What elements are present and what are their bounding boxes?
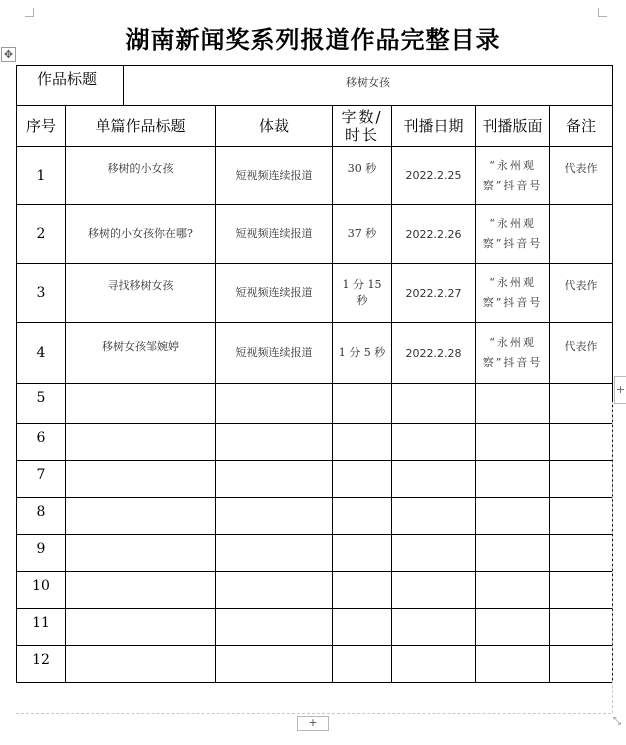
genre-cell[interactable]: 短视频连续报道 [216,264,333,323]
date-cell[interactable]: 2022.2.26 [392,205,476,264]
outlet-cell[interactable] [476,461,550,498]
genre-cell[interactable] [216,609,333,646]
header-outlet: 刊播版面 [476,106,550,147]
table-resize-icon[interactable]: ⤡ [613,716,621,727]
seq-cell[interactable]: 10 [17,572,66,609]
header-length: 字数/时长 [333,106,392,147]
seq-cell[interactable]: 12 [17,646,66,683]
genre-cell[interactable] [216,535,333,572]
outlet-cell[interactable] [476,609,550,646]
remarks-cell[interactable] [550,498,613,535]
title-cell[interactable] [66,572,216,609]
title-cell[interactable]: 移树的小女孩你在哪? [66,205,216,264]
seq-cell[interactable]: 2 [17,205,66,264]
remarks-cell[interactable] [550,609,613,646]
seq-cell[interactable]: 3 [17,264,66,323]
header-single-title: 单篇作品标题 [66,106,216,147]
title-cell[interactable] [66,535,216,572]
remarks-cell[interactable] [550,535,613,572]
page-title: 湖南新闻奖系列报道作品完整目录 [125,26,501,54]
outlet-cell[interactable] [476,384,550,424]
date-cell[interactable] [392,535,476,572]
remarks-cell[interactable] [550,461,613,498]
table-row [17,535,613,572]
remarks-cell[interactable] [550,646,613,683]
title-cell[interactable]: 移树的小女孩 [66,147,216,205]
table-row [17,572,613,609]
table-row [17,205,613,264]
table-row [17,609,613,646]
genre-cell[interactable] [216,461,333,498]
page-edge-right [612,402,613,713]
table-row [17,461,613,498]
work-title-row [17,66,613,106]
outlet-cell[interactable] [476,424,550,461]
table-row [17,384,613,424]
length-cell[interactable] [333,572,392,609]
page-edge-bottom [16,713,611,714]
genre-cell[interactable]: 短视频连续报道 [216,323,333,384]
title-cell[interactable]: 寻找移树女孩 [66,264,216,323]
outlet-cell[interactable]: “永州观察”抖音号 [476,323,550,384]
header-row [17,106,613,147]
outlet-cell[interactable]: “永州观察”抖音号 [476,264,550,323]
date-cell[interactable] [392,609,476,646]
table-row [17,646,613,683]
table-row [17,424,613,461]
table-row [17,498,613,535]
remarks-cell[interactable] [550,572,613,609]
remarks-cell[interactable]: 代表作 [550,323,613,384]
header-remarks: 备注 [550,106,613,147]
seq-cell[interactable]: 11 [17,609,66,646]
length-cell[interactable] [333,609,392,646]
length-cell[interactable] [333,646,392,683]
title-cell[interactable] [66,384,216,424]
date-cell[interactable] [392,572,476,609]
date-cell[interactable] [392,461,476,498]
title-cell[interactable] [66,424,216,461]
length-cell[interactable] [333,535,392,572]
outlet-cell[interactable]: “永州观察”抖音号 [476,205,550,264]
date-cell[interactable] [392,424,476,461]
header-seq: 序号 [17,106,66,147]
date-cell[interactable]: 2022.2.27 [392,264,476,323]
seq-cell[interactable]: 9 [17,535,66,572]
genre-cell[interactable] [216,498,333,535]
seq-cell[interactable]: 6 [17,424,66,461]
add-row-plus-icon[interactable]: + [297,716,329,731]
length-cell[interactable] [333,461,392,498]
outlet-cell[interactable]: “永州观察”抖音号 [476,147,550,205]
table-row [17,147,613,205]
work-title-value[interactable]: 移树女孩 [124,66,613,106]
genre-cell[interactable] [216,646,333,683]
seq-cell[interactable]: 1 [17,147,66,205]
genre-cell[interactable] [216,424,333,461]
remarks-cell[interactable]: 代表作 [550,264,613,323]
date-cell[interactable] [392,498,476,535]
length-cell[interactable] [333,384,392,424]
date-cell[interactable] [392,384,476,424]
header-date: 刊播日期 [392,106,476,147]
header-genre: 体裁 [216,106,333,147]
work-title-label: 作品标题 [17,66,124,106]
title-cell[interactable]: 移树女孩邹婉婷 [66,323,216,384]
table-move-handle-icon[interactable]: ✥ [1,47,16,62]
table-row [17,323,613,384]
remarks-cell[interactable] [550,384,613,424]
outlet-cell[interactable] [476,646,550,683]
title-cell[interactable] [66,498,216,535]
outlet-cell[interactable] [476,535,550,572]
genre-cell[interactable]: 短视频连续报道 [216,205,333,264]
outlet-cell[interactable] [476,498,550,535]
length-cell[interactable] [333,498,392,535]
add-column-plus-icon[interactable]: + [614,376,626,404]
length-cell[interactable]: 1 分 5 秒 [333,323,392,384]
title-cell[interactable] [66,461,216,498]
seq-cell[interactable]: 5 [17,384,66,424]
seq-cell[interactable]: 7 [17,461,66,498]
genre-cell[interactable]: 短视频连续报道 [216,147,333,205]
length-cell[interactable]: 30 秒 [333,147,392,205]
date-cell[interactable]: 2022.2.28 [392,323,476,384]
remarks-cell[interactable] [550,205,613,264]
genre-cell[interactable] [216,384,333,424]
remarks-cell[interactable]: 代表作 [550,147,613,205]
outlet-cell[interactable] [476,572,550,609]
table-row [17,264,613,323]
seq-cell[interactable]: 4 [17,323,66,384]
title-cell[interactable] [66,646,216,683]
seq-cell[interactable]: 8 [17,498,66,535]
title-cell[interactable] [66,609,216,646]
catalog-table [16,65,613,683]
page-corner-mark-top-left [25,8,34,17]
length-cell[interactable]: 1 分 15 秒 [333,264,392,323]
date-cell[interactable]: 2022.2.25 [392,147,476,205]
length-cell[interactable]: 37 秒 [333,205,392,264]
page-corner-mark-top-right [598,8,607,17]
length-cell[interactable] [333,424,392,461]
date-cell[interactable] [392,646,476,683]
genre-cell[interactable] [216,572,333,609]
remarks-cell[interactable] [550,424,613,461]
